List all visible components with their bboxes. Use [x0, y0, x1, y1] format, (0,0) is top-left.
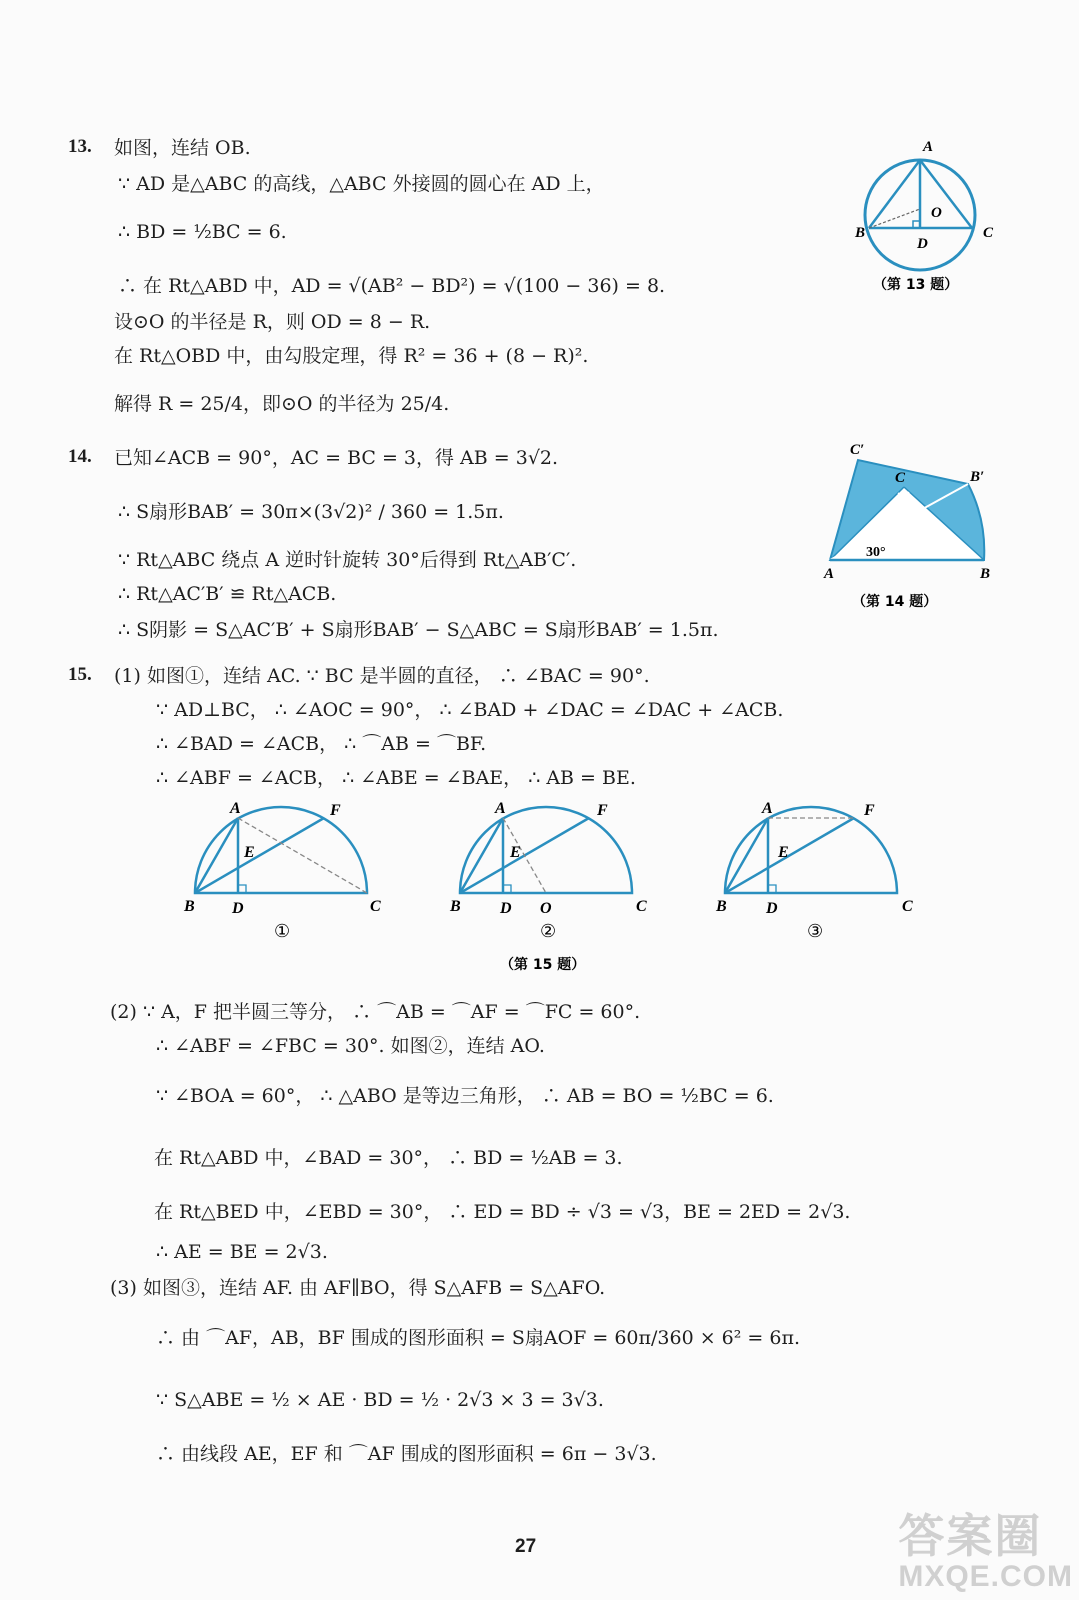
label-A: A: [762, 800, 773, 817]
figure-13: [845, 135, 1010, 305]
text-line: 如图，连结 OB.: [114, 137, 251, 159]
text-line: ∵ ∠BOA = 60°， ∴ △ABO 是等边三角形， ∴ AB = BO = ½BC = 6.: [156, 1085, 774, 1107]
text-line: ∴ 由线段 AE，EF 和 ⌒AF 围成的图形面积 = 6π − 3√3.: [156, 1443, 657, 1465]
label-O: O: [931, 205, 942, 221]
text-line: ∴ 由 ⌒AF，AB，BF 围成的图形面积 = S扇AOF = 60π/360 × 6² = 6π.: [156, 1327, 800, 1349]
label-D: D: [917, 236, 928, 252]
text-line: ∴ Rt△AC′B′ ≌ Rt△ACB.: [118, 583, 337, 605]
label-C-prime: C′: [850, 442, 865, 458]
label-F: F: [330, 802, 341, 819]
figure-caption: （第 14 题）: [852, 594, 938, 610]
text-line: ∴ AE = BE = 2√3.: [156, 1241, 328, 1263]
label-D: D: [500, 900, 512, 917]
label-angle: 30°: [866, 545, 886, 560]
text-line: ∴ BD = ½BC = 6.: [118, 221, 287, 243]
watermark-title: 答案圈: [898, 1510, 1043, 1562]
watermark-url: MXQE.COM: [898, 1560, 1073, 1593]
label-B: B: [980, 566, 991, 582]
text-line: ∴ S阴影 = S△AC′B′ + S扇形BAB′ − S△ABC = S扇形BAB′ = 1.5π.: [118, 619, 719, 641]
label-C: C: [370, 898, 381, 915]
problem-number-14: 14.: [68, 446, 92, 467]
label-E: E: [244, 844, 255, 861]
text-line: 设⊙O 的半径是 R，则 OD = 8 − R.: [114, 311, 431, 333]
label-D: D: [232, 900, 244, 917]
label-C: C: [902, 898, 913, 915]
text-line: (1) 如图①，连结 AC. ∵ BC 是半圆的直径， ∴ ∠BAC = 90°.: [114, 665, 650, 687]
label-C: C: [895, 470, 906, 486]
text-line: ∵ S△ABE = ½ × AE · BD = ½ · 2√3 × 3 = 3√3.: [156, 1389, 604, 1411]
text-line: 在 Rt△BED 中，∠EBD = 30°， ∴ ED = BD ÷ √3 = √3，BE = 2ED = 2√3.: [154, 1201, 851, 1223]
text-line: (2) ∵ A，F 把半圆三等分， ∴ ⌒AB = ⌒AF = ⌒FC = 60°.: [110, 1001, 641, 1023]
label-C: C: [983, 225, 994, 241]
label-D: D: [766, 900, 778, 917]
label-O: O: [540, 900, 552, 917]
label-B: B: [184, 898, 195, 915]
text-line: 已知∠ACB = 90°，AC = BC = 3，得 AB = 3√2.: [114, 447, 559, 469]
text-line: (3) 如图③，连结 AF. 由 AF∥BO，得 S△AFB = S△AFO.: [110, 1277, 606, 1299]
label-A: A: [923, 139, 934, 155]
figure-marker-1: ①: [274, 921, 291, 942]
figure-14: [810, 438, 1010, 618]
text-line: ∵ AD⊥BC， ∴ ∠AOC = 90°， ∴ ∠BAD + ∠DAC = ∠DAC + ∠ACB.: [156, 699, 784, 721]
text-line: ∴ S扇形BAB′ = 30π×(3√2)² / 360 = 1.5π.: [118, 501, 504, 523]
page-number: 27: [515, 1536, 537, 1557]
label-A: A: [824, 566, 835, 582]
label-F: F: [864, 802, 875, 819]
text-line: ∴ ∠ABF = ∠ACB， ∴ ∠ABE = ∠BAE， ∴ AB = BE.: [156, 767, 636, 789]
figure-marker-2: ②: [540, 921, 557, 942]
watermark: [898, 1500, 1073, 1594]
label-A: A: [495, 800, 506, 817]
label-E: E: [778, 844, 789, 861]
figure-caption: （第 15 题）: [500, 957, 586, 973]
label-B: B: [716, 898, 727, 915]
text-line: ∵ Rt△ABC 绕点 A 逆时针旋转 30°后得到 Rt△AB′C′.: [118, 549, 577, 571]
label-F: F: [597, 802, 608, 819]
figure-marker-3: ③: [807, 921, 824, 942]
figure-caption: （第 13 题）: [873, 277, 959, 293]
label-B: B: [450, 898, 461, 915]
text-line: ∴ ∠BAD = ∠ACB， ∴ ⌒AB = ⌒BF.: [156, 733, 487, 755]
text-line: 在 Rt△ABD 中，∠BAD = 30°， ∴ BD = ½AB = 3.: [154, 1147, 623, 1169]
problem-number-13: 13.: [68, 136, 92, 157]
label-B: B: [855, 225, 866, 241]
label-B-prime: B′: [970, 469, 985, 485]
label-A: A: [230, 800, 241, 817]
text-line: 解得 R = 25/4，即⊙O 的半径为 25/4.: [114, 393, 450, 415]
text-line: ∵ AD 是△ABC 的高线，△ABC 外接圆的圆心在 AD 上，: [118, 173, 605, 195]
text-line: 在 Rt△OBD 中，由勾股定理，得 R² = 36 + (8 − R)².: [114, 345, 589, 367]
label-C: C: [636, 898, 647, 915]
label-E: E: [510, 844, 521, 861]
text-line: ∴ 在 Rt△ABD 中，AD = √(AB² − BD²) = √(100 − 36) = 8.: [118, 275, 666, 297]
problem-number-15: 15.: [68, 664, 92, 685]
text-line: ∴ ∠ABF = ∠FBC = 30°. 如图②，连结 AO.: [156, 1035, 545, 1057]
figure-15: [170, 795, 930, 975]
